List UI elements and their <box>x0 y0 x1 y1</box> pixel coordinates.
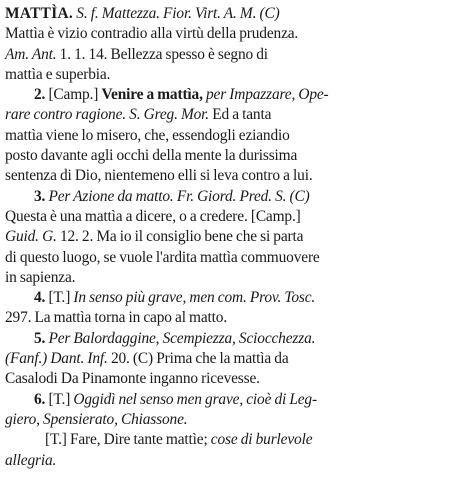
quote-line: mattìa viene lo misero, che, essendogli eziandio <box>5 126 290 144</box>
citation-ref: 1. 1. 14. <box>56 45 108 63</box>
sense-definition: Per Azione da matto. Fr. Giord. Pred. S. (C) <box>45 187 310 205</box>
entry-headline <box>5 4 463 24</box>
quote-line: Mattìa è vizio contradio alla virtù della prudenza. <box>5 25 299 43</box>
quote-line: di questo luogo, se vuole l'ardita mattìa commuovere <box>5 248 320 266</box>
sense-phrase: Fare, Dire tante mattìe; <box>66 431 208 449</box>
citation-text: Bellezza spesso è segno di <box>107 45 268 63</box>
sub-sense <box>5 430 463 450</box>
quote-line: Questa è una mattìa a dicere, o a credere. [Camp.] <box>5 207 301 225</box>
headword: MATTÌA. <box>5 5 74 22</box>
quote-text: Ed a tanta <box>209 106 272 124</box>
sense-definition: In senso più grave, men com. Prov. Tosc. <box>73 289 316 307</box>
source-tag: [T.] <box>45 431 67 449</box>
quote-line: mattìa e superbia. <box>5 65 111 83</box>
sense-2 <box>5 85 463 105</box>
citation-line <box>5 227 463 247</box>
citation-line <box>5 45 463 65</box>
sense-definition: Oggidì nel senso men grave, cioè di Leg- <box>73 390 317 408</box>
citation-source: Am. Ant. <box>5 45 57 63</box>
sense-definition: cose di burlevole <box>207 431 313 449</box>
sense-definition: rare contro ragione. S. Greg. Mor. <box>5 106 210 124</box>
sense-number: 5. <box>34 329 46 347</box>
sense-5 <box>5 329 463 349</box>
sense-definition-line: giero, Spensierato, Chiassone. <box>5 410 188 428</box>
source-tag: [T.] <box>45 390 74 408</box>
citation-line <box>5 349 463 369</box>
quote-line: 297. La mattìa torna in capo al matto. <box>5 309 228 327</box>
sense-number: 3. <box>34 187 46 205</box>
source-tag: [T.] <box>45 289 74 307</box>
quote-text: 12. 2. Ma io il consiglio bene che si parta <box>56 228 304 246</box>
sense-definition: Per Balordaggine, Scempiezza, Sciocchezza. <box>45 329 316 347</box>
sense-number: 6. <box>34 390 46 408</box>
sense-phrase: Venire a mattìa, <box>101 86 203 104</box>
sense-3 <box>5 187 463 207</box>
citation-source: Guid. G. <box>5 228 57 246</box>
sense-definition-line: allegria. <box>5 451 57 469</box>
source-tag: [Camp.] <box>45 86 102 104</box>
grammar-and-sources: S. f. Mattezza. Fior. Virt. A. M. (C) <box>73 5 280 22</box>
quote-text: 20. (C) Prima che la mattìa da <box>107 350 289 368</box>
sense-number: 4. <box>34 289 46 307</box>
quote-line: posto davante agli occhi della mente la durissima <box>5 147 298 165</box>
quote-line: sentenza di Dio, nientemeno elli si leva contro a lui. <box>5 167 313 185</box>
citation-source: (Fanf.) Dant. Inf. <box>5 350 108 368</box>
quote-line: in sapienza. <box>5 268 76 286</box>
sense-number: 2. <box>34 86 46 104</box>
sense-2-line <box>5 105 463 125</box>
sense-4 <box>5 288 463 308</box>
sense-6 <box>5 390 463 410</box>
sense-definition: per Impazzare, Ope- <box>202 86 329 104</box>
quote-line: Casalodi Da Pinamonte inganno ricevesse. <box>5 370 260 388</box>
